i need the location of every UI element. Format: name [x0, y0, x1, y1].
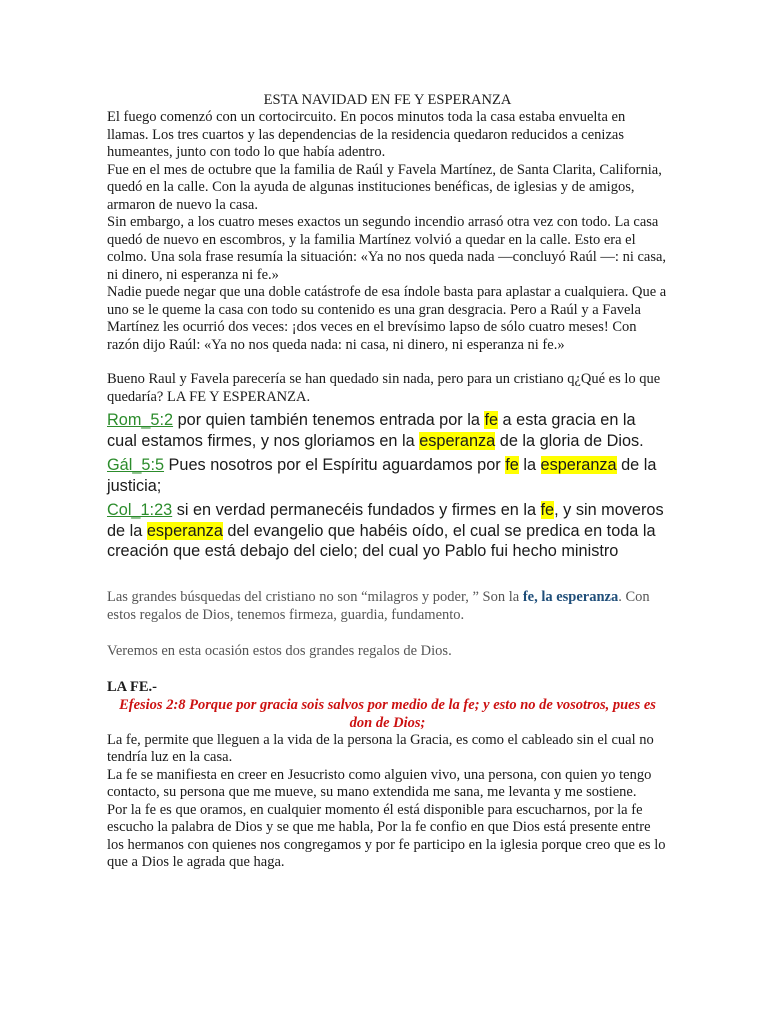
verse-text: Pues nosotros por el Espíritu aguardamos por [164, 456, 506, 474]
verse-galatas [107, 455, 668, 496]
verse-romanos [107, 410, 668, 451]
fe-paragraph-1: La fe, permite que lleguen a la vida de la persona la Gracia, es como el cableado sin el cual no tendría luz en la casa. [107, 731, 654, 765]
highlight-esperanza: esperanza [419, 431, 496, 450]
emphasis-fe: fe [522, 588, 535, 605]
section-heading-la-fe: LA FE.- [107, 678, 157, 695]
verse-ref-link[interactable]: Col_1:23 [107, 501, 173, 519]
highlight-fe: fe [540, 501, 555, 519]
busquedas-text: . Con estos regalos de Dios, tenemos firmeza, guardia, fundamento. [107, 588, 650, 623]
intro-paragraph-3: Sin embargo, a los cuatro meses exactos un segundo incendio arrasó otra vez con todo. La casa quedó de nuevo en escombros, y la familia Martínez volvió a quedar en la calle. Esto era el colmo. Una sola frase resumía la situación: «Ya no nos queda nada —concluyó Raúl —: ni casa, ni dinero, ni esperanza ni fe.» [107, 214, 667, 283]
verse-ref-link[interactable]: Gál_5:5 [107, 456, 165, 474]
fe-paragraph-2: La fe se manifiesta en creer en Jesucristo como alguien vivo, una persona, con quien yo tengo contacto, su persona que me mueve, su mano extendida me sana, me levanta y me sostiene. [107, 766, 652, 800]
verse-text: de la gloria de Dios. [495, 431, 644, 450]
intro-paragraph-4: Nadie puede negar que una doble catástrofe de esa índole basta para aplastar a cualquiera. Que a uno se le queme la casa con todo su contenido es una gran desgracia. Pero a Raúl y a Favela Martínez les ocurrió dos veces: ¡dos veces en el brevísimo lapso de sólo cuatro meses! Con razón dijo Raúl: «Ya no nos queda nada: ni casa, ni dinero, ni esperanza ni fe.» [107, 284, 667, 353]
verse-text: , y sin moveros de la [107, 501, 664, 540]
emphasis-esperanza: la esperanza [541, 588, 619, 605]
verse-text: de la justicia; [107, 456, 657, 495]
verse-text: la [518, 456, 541, 474]
verse-text: a esta gracia en la cual estamos firmes, y nos gloriamos en la [107, 411, 636, 450]
veremos-paragraph: Veremos en esta ocasión estos dos grandes regalos de Dios. [107, 642, 452, 659]
highlight-esperanza: esperanza [146, 521, 223, 540]
highlight-fe: fe [484, 411, 499, 429]
emphasis-sep: , [534, 588, 542, 605]
verse-text: del evangelio que habéis oído, el cual se predica en toda la creación que está debajo del cielo; del cual yo Pablo fui hecho ministro [107, 521, 656, 560]
document-title: ESTA NAVIDAD EN FE Y ESPERANZA [263, 92, 512, 108]
intro-paragraph-1: El fuego comenzó con un cortocircuito. En pocos minutos toda la casa estaba envuelta en llamas. Los tres cuartos y las dependencias de la residencia quedaron reducidos a cenizas humeantes, junto con todo lo que había adentro. [107, 109, 626, 160]
busquedas-paragraph [107, 588, 668, 624]
efesios-verse: Efesios 2:8 Porque por gracia sois salvos por medio de la fe; y esto no de vosotros, pues es don de Dios; [119, 696, 656, 731]
verse-colosenses [107, 500, 668, 562]
question-paragraph: Bueno Raul y Favela parecería se han quedado sin nada, pero para un cristiano q¿Qué es lo que quedaría? LA FE Y ESPERANZA. [107, 371, 661, 405]
intro-paragraph-2: Fue en el mes de octubre que la familia de Raúl y Favela Martínez, de Santa Clarita, California, quedó en la calle. Con la ayuda de algunas instituciones benéficas, de iglesias y de amigos, armaron de nuevo la casa. [107, 161, 662, 213]
busquedas-text: Las grandes búsquedas del cristiano no son “milagros y poder, ” Son la [107, 588, 523, 605]
verse-ref-link[interactable]: Rom_5:2 [107, 411, 174, 429]
verse-text: por quien también tenemos entrada por la [173, 411, 485, 429]
highlight-esperanza: esperanza [540, 456, 617, 474]
highlight-fe: fe [505, 456, 519, 474]
fe-paragraph-3: Por la fe es que oramos, en cualquier momento él está disponible para escucharnos, por la fe escucho la palabra de Dios y se que me habla, Por la fe confio en que Dios está presente entre los hermanos con quienes nos congregamos y por fe participo en la iglesia porque creo que es lo que a Dios le agrada que haga. [107, 801, 666, 870]
verse-text: si en verdad permanecéis fundados y firmes en la [172, 501, 541, 519]
